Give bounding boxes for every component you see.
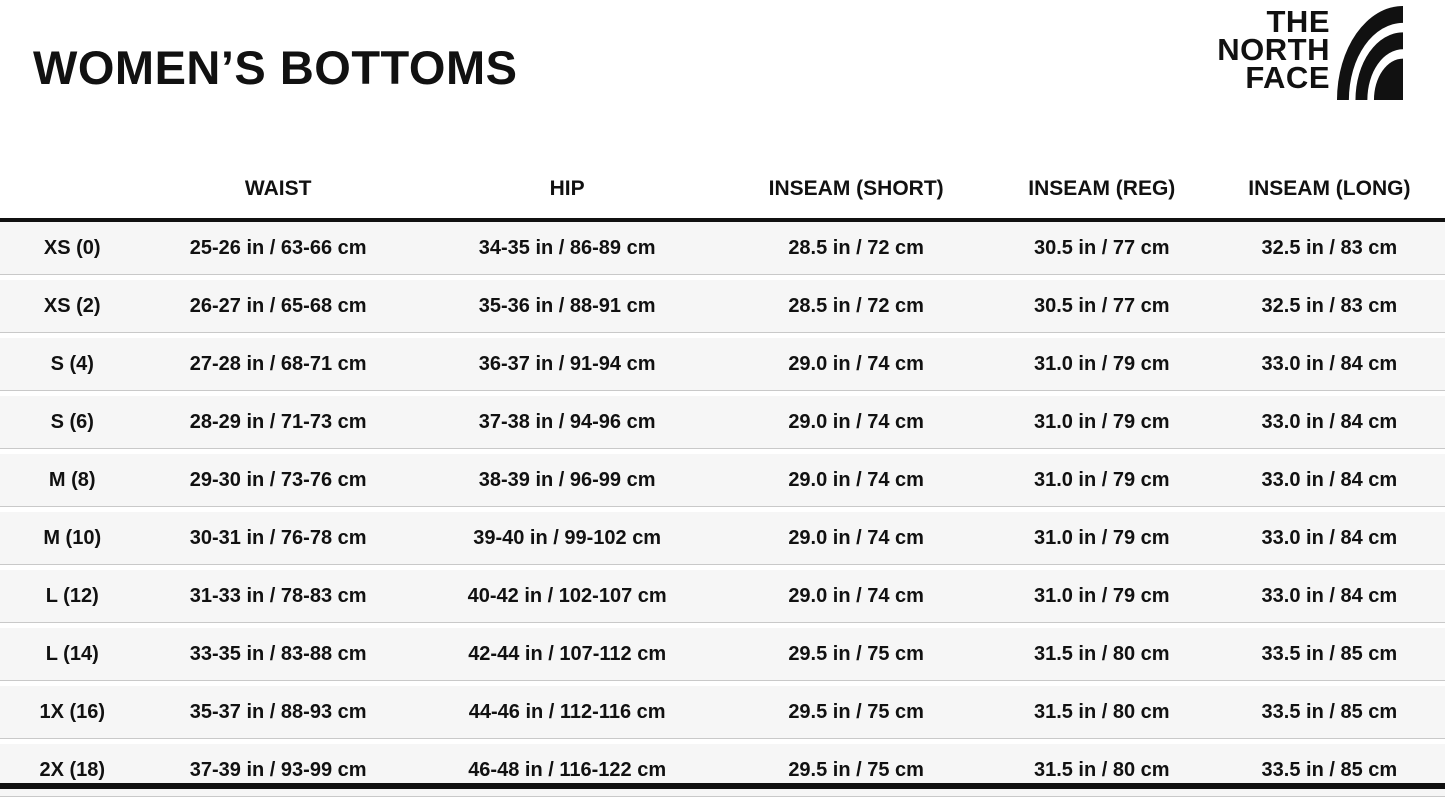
- inseam-reg-cell: 30.5 in / 77 cm: [1033, 294, 1170, 317]
- column-header-inseam-short: INSEAM (SHORT): [768, 177, 944, 200]
- table-row: [0, 454, 1445, 507]
- hip-cell: 42-44 in / 107-112 cm: [468, 642, 667, 665]
- inseam-short-cell: 29.5 in / 75 cm: [788, 758, 924, 781]
- inseam-long-cell: 33.0 in / 84 cm: [1261, 352, 1398, 375]
- waist-cell: 30-31 in / 76-78 cm: [189, 526, 367, 549]
- inseam-short-cell: 29.0 in / 74 cm: [788, 584, 924, 607]
- table-row: [0, 512, 1445, 565]
- table-row: [0, 338, 1445, 391]
- inseam-short-cell: 28.5 in / 72 cm: [788, 294, 924, 317]
- inseam-long-cell: 33.0 in / 84 cm: [1261, 526, 1398, 549]
- inseam-reg-cell: 31.0 in / 79 cm: [1033, 584, 1170, 607]
- hip-cell: 36-37 in / 91-94 cm: [478, 352, 656, 375]
- table-row: [0, 570, 1445, 623]
- size-cell: L (12): [45, 584, 99, 607]
- column-header-inseam-reg: INSEAM (REG): [1028, 177, 1176, 200]
- page-header: [0, 0, 1445, 160]
- inseam-long-cell: 32.5 in / 83 cm: [1261, 236, 1398, 259]
- logo-word-face: FACE: [1245, 59, 1330, 95]
- waist-cell: 35-37 in / 88-93 cm: [189, 700, 367, 723]
- column-header-hip: HIP: [549, 177, 585, 200]
- size-cell: XS (2): [43, 294, 101, 317]
- size-cell: S (6): [50, 410, 94, 433]
- inseam-short-cell: 29.0 in / 74 cm: [788, 352, 924, 375]
- size-cell: S (4): [50, 352, 94, 375]
- logo-word-the: THE: [1266, 4, 1330, 39]
- page-title: WOMEN’S BOTTOMS: [33, 41, 518, 94]
- hip-cell: 34-35 in / 86-89 cm: [478, 236, 656, 259]
- hip-cell: 44-46 in / 112-116 cm: [468, 700, 666, 723]
- inseam-short-cell: 29.5 in / 75 cm: [788, 642, 924, 665]
- half-dome-icon: [1337, 6, 1403, 100]
- waist-cell: 37-39 in / 93-99 cm: [189, 758, 367, 781]
- hip-cell: 35-36 in / 88-91 cm: [478, 294, 656, 317]
- table-row: [0, 222, 1445, 275]
- size-table: [0, 160, 1445, 797]
- inseam-reg-cell: 31.0 in / 79 cm: [1033, 410, 1170, 433]
- waist-cell: 28-29 in / 71-73 cm: [189, 410, 367, 433]
- inseam-reg-cell: 31.0 in / 79 cm: [1033, 526, 1170, 549]
- size-cell: L (14): [45, 642, 99, 665]
- inseam-long-cell: 33.0 in / 84 cm: [1261, 584, 1398, 607]
- size-cell: XS (0): [43, 236, 101, 259]
- inseam-reg-cell: 31.5 in / 80 cm: [1033, 758, 1170, 781]
- inseam-short-cell: 29.5 in / 75 cm: [788, 700, 924, 723]
- inseam-short-cell: 29.0 in / 74 cm: [788, 410, 924, 433]
- inseam-long-cell: 33.0 in / 84 cm: [1261, 468, 1398, 491]
- inseam-short-cell: 28.5 in / 72 cm: [788, 236, 924, 259]
- hip-cell: 46-48 in / 116-122 cm: [468, 758, 667, 781]
- hip-cell: 37-38 in / 94-96 cm: [478, 410, 656, 433]
- table-row: [0, 744, 1445, 797]
- table-body: [0, 222, 1445, 797]
- logo-word-north: NORTH: [1217, 31, 1330, 67]
- table-row: [0, 686, 1445, 739]
- inseam-reg-cell: 31.5 in / 80 cm: [1033, 642, 1170, 665]
- size-cell: M (8): [48, 468, 96, 491]
- inseam-long-cell: 33.5 in / 85 cm: [1261, 700, 1398, 723]
- size-cell: 1X (16): [39, 700, 106, 723]
- table-header-row: [0, 160, 1445, 218]
- table-row: [0, 396, 1445, 449]
- waist-cell: 27-28 in / 68-71 cm: [189, 352, 367, 375]
- hip-cell: 40-42 in / 102-107 cm: [467, 584, 667, 607]
- north-face-logo: [1217, 6, 1403, 100]
- size-cell: M (10): [43, 526, 102, 549]
- inseam-short-cell: 29.0 in / 74 cm: [788, 526, 924, 549]
- waist-cell: 26-27 in / 65-68 cm: [189, 294, 367, 317]
- waist-cell: 29-30 in / 73-76 cm: [189, 468, 367, 491]
- waist-cell: 33-35 in / 83-88 cm: [189, 642, 367, 665]
- inseam-reg-cell: 31.0 in / 79 cm: [1033, 352, 1170, 375]
- inseam-long-cell: 33.0 in / 84 cm: [1261, 410, 1398, 433]
- inseam-long-cell: 33.5 in / 85 cm: [1261, 642, 1398, 665]
- column-header-inseam-long: INSEAM (LONG): [1248, 177, 1411, 200]
- column-header-waist: WAIST: [244, 177, 312, 200]
- waist-cell: 31-33 in / 78-83 cm: [189, 584, 367, 607]
- inseam-reg-cell: 30.5 in / 77 cm: [1033, 236, 1170, 259]
- table-row: [0, 628, 1445, 681]
- size-cell: 2X (18): [39, 758, 106, 781]
- waist-cell: 25-26 in / 63-66 cm: [189, 236, 367, 259]
- logo-wordmark: [1217, 4, 1330, 95]
- table-row: [0, 280, 1445, 333]
- inseam-short-cell: 29.0 in / 74 cm: [788, 468, 924, 491]
- inseam-reg-cell: 31.5 in / 80 cm: [1033, 700, 1170, 723]
- inseam-long-cell: 32.5 in / 83 cm: [1261, 294, 1398, 317]
- inseam-long-cell: 33.5 in / 85 cm: [1261, 758, 1398, 781]
- inseam-reg-cell: 31.0 in / 79 cm: [1033, 468, 1170, 491]
- hip-cell: 39-40 in / 99-102 cm: [473, 526, 662, 549]
- hip-cell: 38-39 in / 96-99 cm: [478, 468, 656, 491]
- bottom-crop-bar: [0, 783, 1445, 789]
